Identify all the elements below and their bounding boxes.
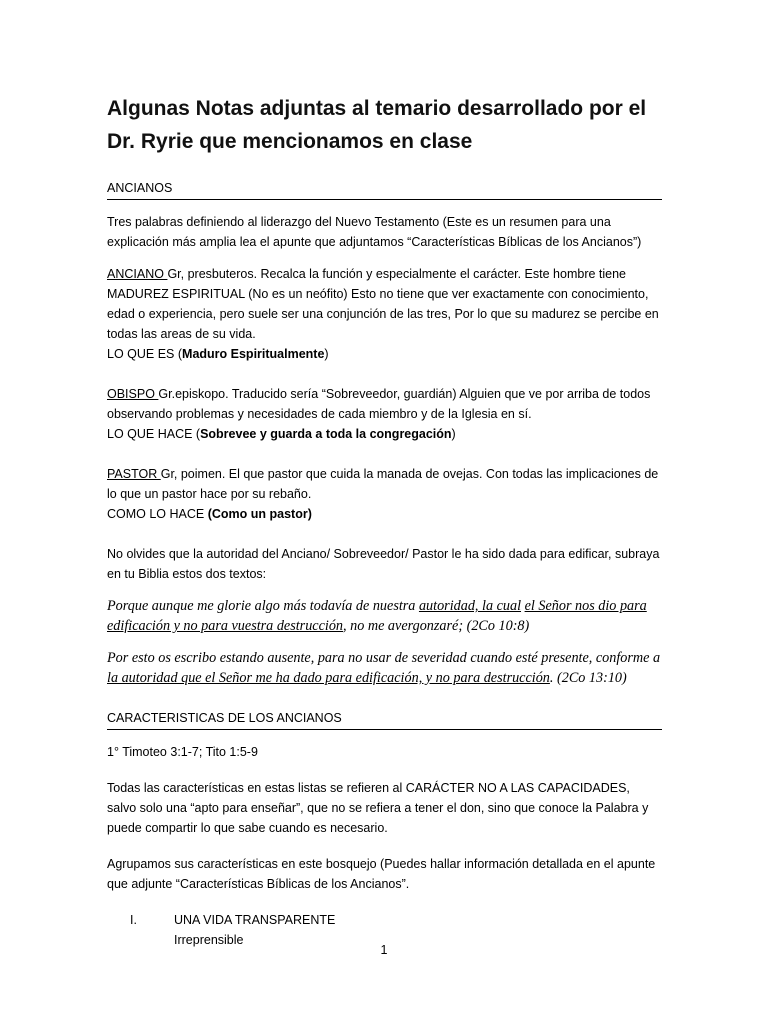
section-heading-caracteristicas: CARACTERISTICAS DE LOS ANCIANOS: [107, 709, 662, 730]
quote-2co-13-10: [107, 648, 662, 688]
anciano-summary: Maduro Espiritualmente: [182, 347, 325, 361]
quote-2co-10-8: [107, 596, 662, 636]
pastor-term: PASTOR: [107, 467, 161, 481]
section-heading-ancianos: ANCIANOS: [107, 179, 662, 200]
pastor-summary-prefix: COMO LO HACE: [107, 507, 208, 521]
quote1-underline-1: autoridad, la cual: [418, 598, 522, 614]
obispo-summary-prefix: LO QUE HACE (: [107, 427, 201, 441]
pastor-summary: (Como un pastor): [207, 507, 312, 521]
obispo-text: Gr.episkopo. Traducido sería “Sobreveedor, guardián) Alguien que ve por arriba de todos observando problemas y necesidades de cada miembro y de la Iglesia en sí.: [107, 387, 651, 421]
list-item-title: UNA VIDA TRANSPARENTE: [174, 913, 336, 927]
quote1-underline-2: el Señor nos dio para edificación y no para vuestra destrucción: [107, 598, 647, 634]
outline-paragraph: Agrupamos sus características en este bosquejo (Puedes hallar información detallada en el apunte que adjunte “Características Bíblicas de los Ancianos”.: [107, 857, 656, 891]
anciano-paragraph: [107, 264, 662, 364]
obispo-summary: Sobrevee y guarda a toda la congregación: [200, 427, 452, 441]
document-body: [107, 92, 662, 950]
document-title: Algunas Notas adjuntas al temario desarrollado por el Dr. Ryrie que mencionamos en clase: [107, 97, 647, 153]
intro-paragraph: Tres palabras definiendo al liderazgo del Nuevo Testamento (Este es un resumen para una explicación más amplia lea el apunte que adjuntamos “Características Bíblicas de los Ancianos”): [107, 215, 642, 249]
list-item-subtitle: Irreprensible: [174, 933, 244, 947]
quote2-part-c: . (2Co 13:10): [549, 670, 627, 686]
pastor-text: Gr, poimen. El que pastor que cuida la manada de ovejas. Con todas las implicaciones de lo que un pastor hace por su rebaño.: [107, 467, 659, 501]
anciano-summary-suffix: ): [324, 347, 329, 361]
quote1-part-a: Porque aunque me glorie algo más todavía de nuestra: [107, 598, 419, 614]
anciano-summary-prefix: LO QUE ES (: [107, 347, 183, 361]
quote2-underline: la autoridad que el Señor me ha dado para edificación, y no para destrucción: [107, 670, 550, 686]
authority-reminder: No olvides que la autoridad del Anciano/ Sobreveedor/ Pastor le ha sido dada para edificar, subraya en tu Biblia estos dos textos:: [107, 547, 660, 581]
quote1-part-e: , no me avergonzaré; (2Co 10:8): [343, 618, 530, 634]
character-paragraph: Todas las características en estas listas se refieren al CARÁCTER NO A LAS CAPACIDADES, salvo solo una “apto para enseñar”, que no se refiera a tener el don, sino que conoce la Palabra y puede compartir lo que sabe cuando es necesario.: [107, 781, 649, 835]
anciano-term: ANCIANO: [107, 267, 168, 281]
scripture-references: 1° Timoteo 3:1-7; Tito 1:5-9: [107, 745, 258, 759]
page-number: 1: [380, 943, 388, 957]
quote2-part-a: Por esto os escribo estando ausente, para no usar de severidad cuando esté presente, conforme a: [107, 650, 661, 666]
obispo-paragraph: [107, 384, 662, 444]
anciano-text: Gr, presbuteros. Recalca la función y especialmente el carácter. Este hombre tiene MADUREZ ESPIRITUAL (No es un neófito) Esto no tiene que ver exactamente con conocimiento, edad o experiencia, pero suele ser una conjunción de las tres, Por lo que su madurez se percibe en todas las areas de su vida.: [107, 267, 659, 341]
obispo-summary-suffix: ): [451, 427, 456, 441]
list-item-number: I.: [130, 913, 137, 927]
pastor-paragraph: [107, 464, 662, 524]
obispo-term: OBISPO: [107, 387, 159, 401]
